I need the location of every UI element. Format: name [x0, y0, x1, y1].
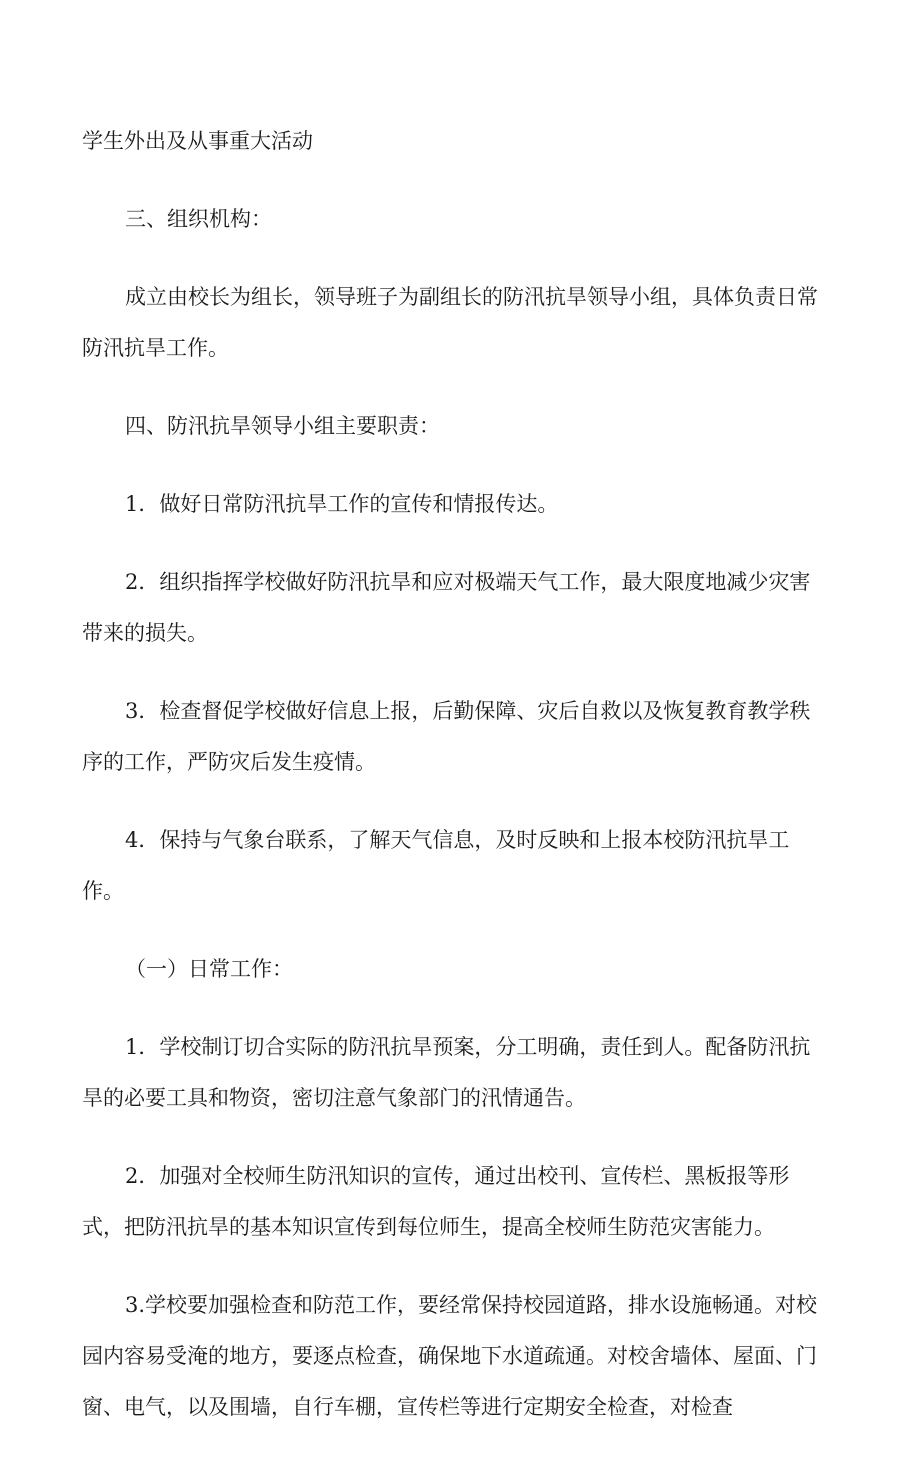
paragraph: 学生外出及从事重大活动: [82, 129, 313, 153]
subsection-heading: （一）日常工作：: [125, 957, 293, 981]
list-item: 2．组织指挥学校做好防汛抗旱和应对极端天气工作，最大限度地减少灾害带来的损失。: [82, 570, 811, 645]
list-item: 1．学校制订切合实际的防汛抗旱预案，分工明确，责任到人。配备防汛抗旱的必要工具和物资，密切注意气象部门的汛情通告。: [82, 1035, 811, 1110]
section-heading: 四、防汛抗旱领导小组主要职责：: [125, 414, 440, 438]
list-item: 3.学校要加强检查和防范工作，要经常保持校园道路，排水设施畅通。对校园内容易受淹的地方，要逐点检查，确保地下水道疏通。对校舍墙体、屋面、门窗、电气，以及围墙，自行车棚，宣传栏等进行定期安全检查，对检查: [82, 1293, 818, 1419]
paragraph: 成立由校长为组长，领导班子为副组长的防汛抗旱领导小组，具体负责日常防汛抗旱工作。: [82, 285, 818, 360]
document-body: [82, 116, 827, 1460]
list-item: 2．加强对全校师生防汛知识的宣传，通过出校刊、宣传栏、黑板报等形式，把防汛抗旱的基本知识宣传到每位师生，提高全校师生防范灾害能力。: [82, 1164, 790, 1239]
list-item: 3．检查督促学校做好信息上报，后勤保障、灾后自救以及恢复教育教学秩序的工作，严防灾后发生疫情。: [82, 699, 811, 774]
section-heading: 三、组织机构：: [125, 207, 272, 231]
list-item: 4．保持与气象台联系，了解天气信息，及时反映和上报本校防汛抗旱工作。: [82, 828, 790, 903]
list-item: 1．做好日常防汛抗旱工作的宣传和情报传达。: [125, 492, 559, 516]
